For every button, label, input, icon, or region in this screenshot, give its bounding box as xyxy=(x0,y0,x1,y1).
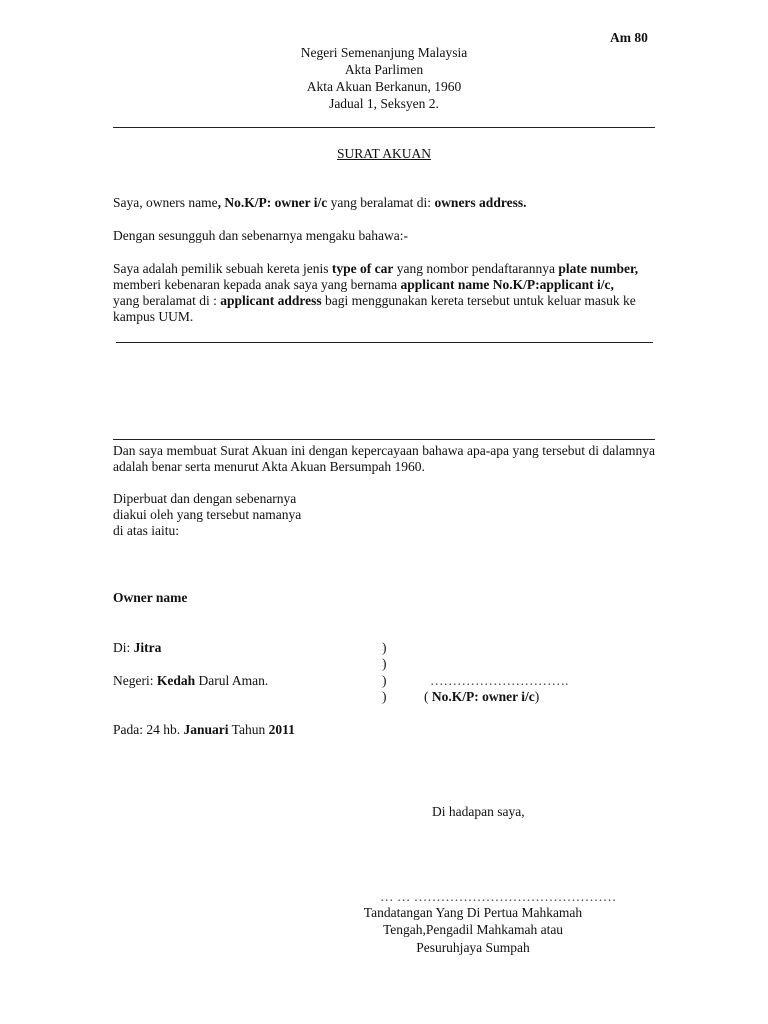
statement-line-2 xyxy=(113,277,614,293)
signature-ic-field: No.K/P: owner i/c xyxy=(431,689,535,704)
header-line-4: Jadual 1, Seksyen 2. xyxy=(329,96,439,111)
document-title: SURAT AKUAN xyxy=(337,146,431,161)
bracket-3: ) xyxy=(382,673,387,688)
place-di xyxy=(113,640,161,656)
before-me: Di hadapan saya, xyxy=(432,804,525,819)
header-line-1: Negeri Semenanjung Malaysia xyxy=(300,45,468,60)
declarant-paragraph xyxy=(113,195,655,211)
owner-ic-field: , No.K/P: owner i/c xyxy=(217,195,328,210)
statement-line-1 xyxy=(113,261,638,277)
signature-dots: …………………………. xyxy=(430,673,569,688)
owner-name-signoff: Owner name xyxy=(113,590,188,605)
statement-text-2: yang nombor pendaftarannya xyxy=(393,261,559,276)
plate-number-field: plate number, xyxy=(558,261,639,276)
official-line-2: Tengah,Pengadil Mahkamah atau xyxy=(382,922,564,937)
made-line-2: diakui oleh yang tersebut namanya xyxy=(113,507,302,522)
negeri-label: Negeri: xyxy=(113,673,157,688)
declarant-prefix: Saya, xyxy=(113,195,146,210)
statement-text-4: yang beralamat di : xyxy=(113,293,221,308)
di-label: Di: xyxy=(113,640,134,655)
statement-text-5: bagi menggunakan kereta tersebut untuk keluar masuk ke kampus UUM. xyxy=(113,293,636,324)
date-line xyxy=(113,722,295,738)
date-year: 2011 xyxy=(268,722,295,737)
applicant-name-field: applicant name No.K/P:applicant i/c, xyxy=(400,277,614,292)
bracket-4: ) xyxy=(382,689,387,704)
statement-text-3: memberi kebenaran kepada anak saya yang bernama xyxy=(113,277,401,292)
statement-text-1: Saya adalah pemilik sebuah kereta jenis xyxy=(113,261,332,276)
ic-close-paren: ) xyxy=(534,689,540,704)
ic-open-paren: ( xyxy=(424,689,432,704)
owner-name-field: owners name xyxy=(146,195,218,210)
bracket-1: ) xyxy=(382,640,387,655)
statement-line-3 xyxy=(113,293,655,325)
negeri-rest: Darul Aman. xyxy=(195,673,269,688)
form-code: Am 80 xyxy=(610,30,648,45)
date-tahun-label: Tahun xyxy=(228,722,269,737)
belief-paragraph: Dan saya membuat Surat Akuan ini dengan kepercayaan bahawa apa-apa yang tersebut di dalamnya adalah benar serta menurut Akta Akuan Bersumpah 1960. xyxy=(113,443,655,474)
header-line-3: Akta Akuan Berkanun, 1960 xyxy=(306,79,462,94)
divider-middle xyxy=(116,342,653,343)
made-line-3: di atas iaitu: xyxy=(113,523,179,538)
negeri-value: Kedah xyxy=(156,673,196,688)
owner-address-field: owners address. xyxy=(434,195,527,210)
solemn-declaration: Dengan sesungguh dan sebenarnya mengaku bahawa:- xyxy=(113,228,409,243)
divider-top xyxy=(113,127,655,128)
date-day: Pada: 24 hb. xyxy=(113,722,184,737)
di-value: Jitra xyxy=(133,640,162,655)
official-line-3: Pesuruhjaya Sumpah xyxy=(416,940,530,955)
official-signature-dots: … … ……………………………………… xyxy=(380,889,617,904)
made-line-1: Diperbuat dan dengan sebenarnya xyxy=(113,491,297,506)
date-month: Januari xyxy=(183,722,229,737)
bracket-2: ) xyxy=(382,656,387,671)
applicant-address-field: applicant address xyxy=(220,293,322,308)
car-type-field: type of car xyxy=(331,261,394,276)
signature-ic xyxy=(424,689,539,705)
place-negeri xyxy=(113,673,268,689)
divider-lower xyxy=(113,439,655,440)
official-line-1: Tandatangan Yang Di Pertua Mahkamah xyxy=(363,905,583,920)
header-line-2: Akta Parlimen xyxy=(344,62,424,77)
address-label: yang beralamat di: xyxy=(327,195,435,210)
